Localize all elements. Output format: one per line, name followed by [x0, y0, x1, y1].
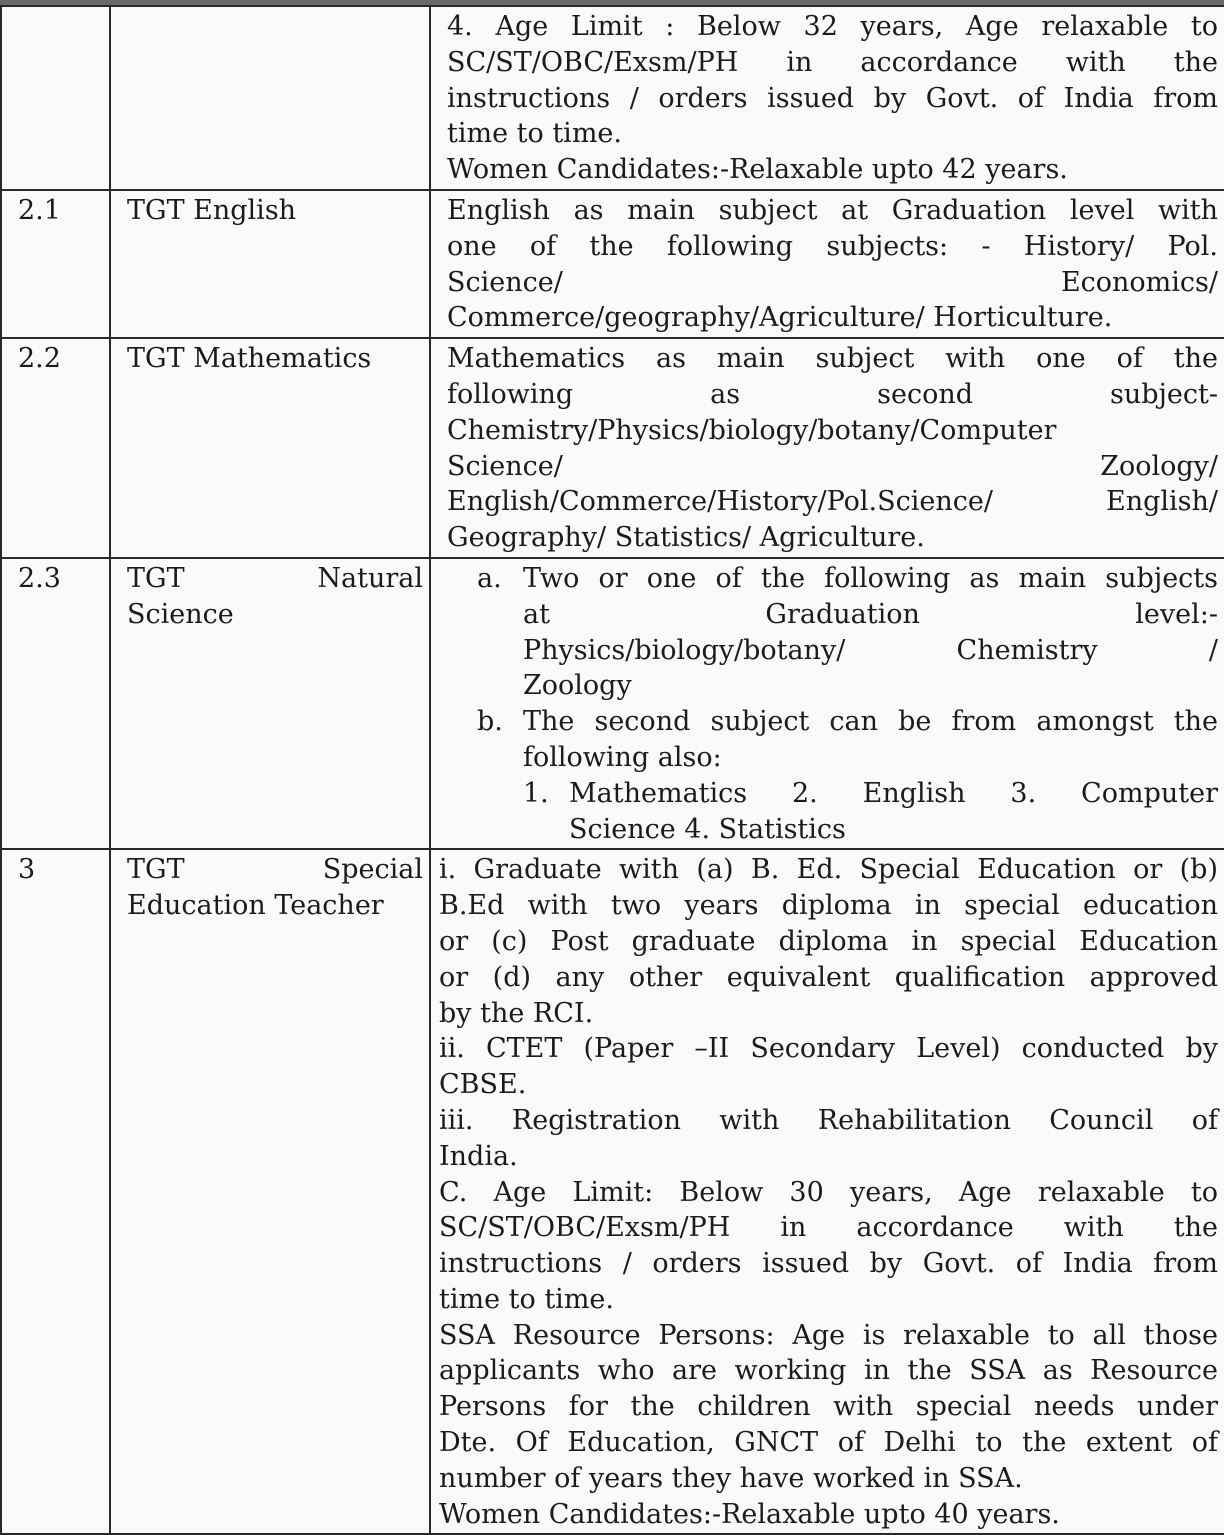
post-name-cell — [110, 6, 430, 190]
qualification-line: time to time. — [439, 1283, 614, 1315]
qualification-line: B.Ed with two years diploma in special education — [439, 890, 1218, 922]
table-row — [1, 558, 1224, 849]
qualification-line: SSA Resource Persons: Age is relaxable to all those — [439, 1319, 1218, 1351]
list-item-line: The second subject can be from amongst the — [523, 706, 1218, 738]
qualification-cell — [430, 849, 1224, 1534]
post-name-line: TGT Special — [127, 854, 423, 886]
sub-list — [477, 776, 1218, 848]
qualification-line: number of years they have worked in SSA. — [439, 1462, 1023, 1494]
qualification-line: Science/ Zoology/ — [447, 450, 1218, 482]
qualification-line: English as main subject at Graduation level with — [447, 194, 1218, 226]
qualification-line: instructions / orders issued by Govt. of India from — [447, 82, 1218, 114]
sub-list-item — [523, 776, 1218, 848]
post-name-line: TGT Natural — [127, 562, 423, 594]
qualification-line: iii. Registration with Rehabilitation Council of — [439, 1104, 1218, 1136]
qualification-line: i. Graduate with (a) B. Ed. Special Education or (b) — [439, 854, 1218, 886]
list-item-line: Two or one of the following as main subjects — [523, 562, 1218, 594]
qualification-line: Mathematics as main subject with one of the — [447, 343, 1218, 375]
qualification-cell — [430, 6, 1224, 190]
table-row — [1, 6, 1224, 190]
qualification-line: Women Candidates:-Relaxable upto 42 years. — [447, 154, 1068, 186]
qualification-line: India. — [439, 1140, 518, 1172]
list-item-line: Mathematics 2. English 3. Computer — [569, 777, 1218, 809]
post-name-cell — [110, 558, 430, 849]
list-marker: a. — [477, 562, 502, 594]
qualification-line: CBSE. — [439, 1069, 527, 1101]
qualification-line: instructions / orders issued by Govt. of India from — [439, 1248, 1218, 1280]
list-item-line: at Graduation level:- — [523, 598, 1218, 630]
list-item — [477, 561, 1218, 704]
qualification-line: one of the following subjects: - History/ Pol. — [447, 230, 1218, 262]
qualification-cell — [430, 338, 1224, 558]
qualification-line: 4. Age Limit : Below 32 years, Age relaxable to — [447, 11, 1218, 42]
serial-number-cell: 2.1 — [1, 190, 110, 338]
qualification-line: Dte. Of Education, GNCT of Delhi to the extent of — [439, 1427, 1218, 1459]
list-item-line: Science 4. Statistics — [569, 813, 846, 845]
post-name-line: Education Teacher — [127, 890, 384, 922]
table-row — [1, 849, 1224, 1534]
serial-number-cell: 3 — [1, 849, 110, 1534]
qualification-line: Women Candidates:-Relaxable upto 40 years. — [439, 1498, 1060, 1530]
serial-number-cell — [1, 6, 110, 190]
qualification-line: Commerce/geography/Agriculture/ Horticulture. — [447, 302, 1113, 334]
post-name-line: Science — [127, 598, 234, 630]
post-name-cell: TGT Mathematics — [110, 338, 430, 558]
list-item-line: following also: — [523, 741, 722, 773]
qualification-line: Persons for the children with special needs under — [439, 1391, 1218, 1423]
post-name-cell — [110, 849, 430, 1534]
list-marker: b. — [477, 706, 503, 738]
qualification-line: Geography/ Statistics/ Agriculture. — [447, 522, 925, 554]
list-item-line: Physics/biology/botany/ Chemistry / — [523, 634, 1218, 666]
qualification-line: English/Commerce/History/Pol.Science/ English/ — [447, 486, 1218, 518]
qualification-line: ii. CTET (Paper –II Secondary Level) conducted by — [439, 1033, 1218, 1065]
qualification-line: SC/ST/OBC/Exsm/PH in accordance with the — [447, 46, 1218, 78]
serial-number-cell: 2.2 — [1, 338, 110, 558]
qualification-line: C. Age Limit: Below 30 years, Age relaxable to — [439, 1176, 1218, 1208]
post-name-cell: TGT English — [110, 190, 430, 338]
qualification-cell — [430, 558, 1224, 849]
serial-number-cell: 2.3 — [1, 558, 110, 849]
qualification-line: applicants who are working in the SSA as Resource — [439, 1355, 1218, 1387]
list-item — [477, 704, 1218, 776]
qualification-line: or (c) Post graduate diploma in special Education — [439, 925, 1218, 957]
qualification-line: Science/ Economics/ — [447, 266, 1218, 298]
qualification-line: following as second subject- — [447, 378, 1218, 410]
qualification-line: SC/ST/OBC/Exsm/PH in accordance with the — [439, 1212, 1218, 1244]
qualification-cell — [430, 190, 1224, 338]
table-row — [1, 338, 1224, 558]
list-item-line: Zoology — [523, 670, 632, 702]
qualification-table — [0, 5, 1224, 1535]
qualification-line: time to time. — [447, 118, 622, 150]
list-marker: 1. — [523, 777, 549, 809]
qualification-line: Chemistry/Physics/biology/botany/Computer — [447, 414, 1057, 446]
qualification-line: or (d) any other equivalent qualification approved — [439, 961, 1218, 993]
table-row — [1, 190, 1224, 338]
qualification-line: by the RCI. — [439, 997, 594, 1029]
